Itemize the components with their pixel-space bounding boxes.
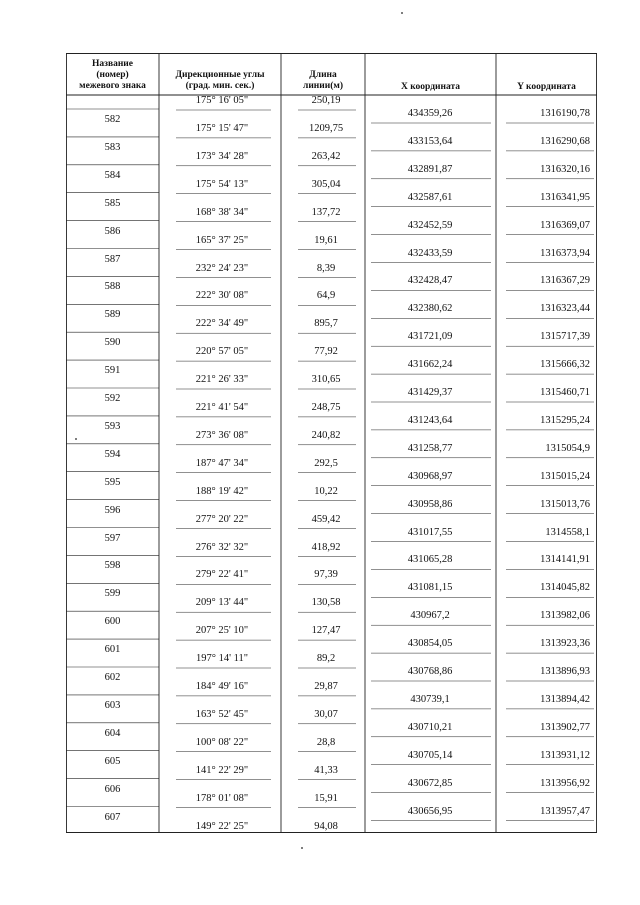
cell-next-angle: 273° 36' 08" [195, 429, 249, 441]
cell-x: 431081,15 [407, 582, 453, 594]
cell-x: 432428,47 [407, 275, 453, 287]
cell-x: 430705,14 [407, 749, 453, 761]
cell-x: 430710,21 [407, 721, 453, 733]
cell-y: 1314558,1 [545, 526, 590, 538]
cell-next-angle: 220° 57' 05" [195, 346, 249, 358]
cell-y: 1316290,68 [540, 135, 590, 147]
cell-next-length: 64,9 [316, 290, 336, 302]
cell-next-length: 459,42 [311, 513, 341, 525]
cell-next-length: 292,5 [314, 457, 338, 469]
cell-name: 605 [104, 755, 121, 767]
cell-x: 432380,62 [407, 303, 453, 315]
cell-y: 1315460,71 [540, 387, 590, 398]
cell-next-length: 263,42 [311, 150, 341, 162]
cell-name: 597 [104, 532, 121, 544]
header-y: Y координата [517, 82, 576, 92]
cell-y: 1316320,16 [540, 163, 590, 175]
cell-name: 596 [104, 504, 121, 516]
cell-name: 601 [104, 644, 121, 656]
header-angle-line-2: (град. мин. сек.) [185, 81, 255, 91]
cell-x: 430739,1 [410, 693, 450, 705]
cell-next-angle: 168° 38' 34" [195, 206, 249, 218]
cell-next-angle: 100° 08' 22" [195, 736, 249, 748]
cell-next-length: 305,04 [311, 178, 341, 190]
cell-next-angle: 178° 01' 08" [195, 792, 249, 804]
cell-next-length: 895,7 [314, 318, 338, 330]
header-x: X координата [400, 82, 461, 92]
cell-y: 1313896,93 [540, 666, 590, 677]
cell-x: 430672,85 [407, 777, 453, 789]
cell-name: 584 [104, 169, 121, 181]
header-angle [159, 70, 281, 92]
cell-name: 583 [104, 141, 121, 153]
cell-next-length: 89,2 [316, 653, 336, 665]
cell-next-angle: 149° 22' 25" [195, 820, 249, 832]
cell-next-length: 94,08 [314, 820, 338, 832]
cell-next-length: 1209,75 [308, 123, 344, 134]
cell-x: 430854,05 [407, 638, 453, 650]
header-name [66, 59, 159, 92]
cell-y: 1314045,82 [540, 582, 590, 594]
cell-name: 599 [104, 588, 121, 600]
cell-next-angle: 221° 41' 54" [195, 402, 249, 413]
cell-next-angle: 222° 34' 49" [195, 318, 249, 330]
cell-y: 1313894,42 [540, 693, 590, 705]
cell-next-angle: 232° 24' 23" [195, 262, 249, 274]
cell-x: 432433,59 [407, 247, 453, 259]
cell-next-length: 127,47 [311, 625, 341, 637]
cell-name: 592 [104, 393, 121, 404]
cell-next-angle: 173° 34' 28" [195, 150, 249, 162]
scan-speck [75, 438, 77, 440]
cell-x: 431721,09 [407, 331, 453, 343]
header-length [281, 70, 365, 92]
cell-next-length: 15,91 [314, 792, 338, 804]
cell-name: 593 [104, 420, 121, 432]
cell-next-length: 248,75 [311, 402, 341, 413]
cell-next-angle: 175° 15' 47" [195, 123, 249, 134]
cell-x: 432452,59 [407, 219, 453, 231]
cell-name: 588 [104, 281, 121, 293]
coordinates-table [66, 53, 597, 833]
cell-name: 595 [104, 476, 121, 488]
cell-x: 431662,24 [407, 359, 453, 371]
cell-y: 1316373,94 [540, 247, 590, 259]
cell-x: 432587,61 [407, 191, 453, 203]
cell-x: 430967,2 [410, 610, 450, 622]
cell-name: 606 [104, 783, 121, 795]
cell-x: 431243,64 [407, 414, 453, 426]
cell-name: 600 [104, 616, 121, 628]
cell-name: 602 [104, 672, 121, 683]
cell-name: 603 [104, 699, 121, 711]
cell-x: 430958,86 [407, 498, 453, 510]
cell-y: 1313931,12 [540, 749, 590, 761]
cell-next-length: 30,07 [314, 708, 338, 720]
cell-name: 582 [104, 114, 121, 125]
cell-next-length: 130,58 [311, 597, 341, 609]
first-segment-angle: 175° 16' 05" [195, 95, 249, 106]
cell-y: 1313957,47 [540, 805, 590, 817]
cell-next-angle: 221° 26' 33" [195, 374, 249, 386]
cell-y: 1316190,78 [540, 108, 590, 119]
cell-next-length: 240,82 [311, 429, 341, 441]
cell-next-length: 41,33 [314, 764, 338, 776]
cell-next-angle: 279° 22' 41" [195, 569, 249, 581]
cell-next-length: 77,92 [314, 346, 338, 358]
cell-x: 431017,55 [407, 526, 453, 538]
cell-y: 1313902,77 [540, 721, 590, 733]
header-length-line-1: Длина [309, 70, 337, 80]
cell-next-length: 10,22 [314, 485, 338, 497]
cell-name: 589 [104, 309, 121, 321]
cell-name: 585 [104, 197, 121, 209]
cell-next-angle: 141° 22' 29" [195, 764, 249, 776]
cell-y: 1316369,07 [540, 219, 590, 231]
cell-next-angle: 209° 13' 44" [195, 597, 249, 609]
cell-next-angle: 188° 19' 42" [195, 485, 249, 497]
cell-x: 434359,26 [407, 108, 453, 119]
cell-y: 1316341,95 [540, 191, 590, 203]
cell-next-angle: 277° 20' 22" [195, 513, 249, 525]
cell-y: 1313923,36 [540, 638, 590, 650]
cell-y: 1316323,44 [540, 303, 590, 315]
cell-x: 430768,86 [407, 666, 453, 677]
cell-y: 1315717,39 [540, 331, 590, 343]
cell-name: 590 [104, 337, 121, 349]
cell-next-angle: 163° 52' 45" [195, 708, 249, 720]
cell-y: 1315054,9 [545, 442, 590, 454]
first-segment-length: 250,19 [311, 95, 341, 106]
cell-next-angle: 207° 25' 10" [195, 625, 249, 637]
cell-y: 1313956,92 [540, 777, 590, 789]
cell-name: 607 [104, 811, 121, 823]
cell-y: 1315295,24 [540, 414, 590, 426]
cell-name: 604 [104, 727, 121, 739]
cell-name: 586 [104, 225, 121, 237]
cell-y: 1315666,32 [540, 359, 590, 371]
cell-name: 598 [104, 560, 121, 572]
cell-x: 430656,95 [407, 805, 453, 817]
cell-y: 1315015,24 [540, 470, 590, 482]
header-name-line-2: (номер) [96, 70, 129, 80]
cell-next-angle: 187° 47' 34" [195, 457, 249, 469]
cell-y: 1315013,76 [540, 498, 590, 510]
cell-next-length: 19,61 [314, 234, 338, 246]
cell-y: 1313982,06 [540, 610, 590, 622]
cell-next-length: 97,39 [314, 569, 338, 581]
cell-next-length: 28,8 [316, 736, 336, 748]
cell-name: 594 [104, 448, 121, 460]
cell-next-length: 8,39 [316, 262, 336, 274]
cell-x: 430968,97 [407, 470, 453, 482]
cell-x: 433153,64 [407, 135, 453, 147]
cell-x: 431065,28 [407, 554, 453, 566]
cell-name: 587 [104, 253, 121, 265]
scan-speck [401, 12, 403, 14]
cell-next-angle: 184° 49' 16" [195, 681, 249, 692]
scan-speck [301, 847, 303, 849]
header-name-line-1: Название [91, 59, 133, 69]
cell-next-length: 137,72 [311, 206, 341, 218]
cell-y: 1316367,29 [540, 275, 590, 287]
cell-next-angle: 276° 32' 32" [195, 541, 249, 553]
cell-x: 431429,37 [407, 387, 453, 398]
header-name-line-3: межевого знака [79, 81, 146, 91]
cell-next-angle: 197° 14' 11" [196, 653, 248, 665]
cell-next-angle: 222° 30' 08" [195, 290, 249, 302]
cell-name: 591 [104, 365, 121, 377]
cell-x: 432891,87 [407, 163, 453, 175]
cell-next-length: 418,92 [311, 541, 341, 553]
cell-x: 431258,77 [407, 442, 453, 454]
cell-next-angle: 175° 54' 13" [195, 178, 249, 190]
cell-y: 1314141,91 [540, 554, 590, 566]
header-angle-line-1: Дирекционные углы [175, 70, 265, 80]
cell-next-length: 310,65 [311, 374, 341, 386]
cell-next-angle: 165° 37' 25" [195, 234, 249, 246]
header-length-line-2: линии(м) [302, 81, 344, 91]
cell-next-length: 29,87 [314, 681, 338, 692]
